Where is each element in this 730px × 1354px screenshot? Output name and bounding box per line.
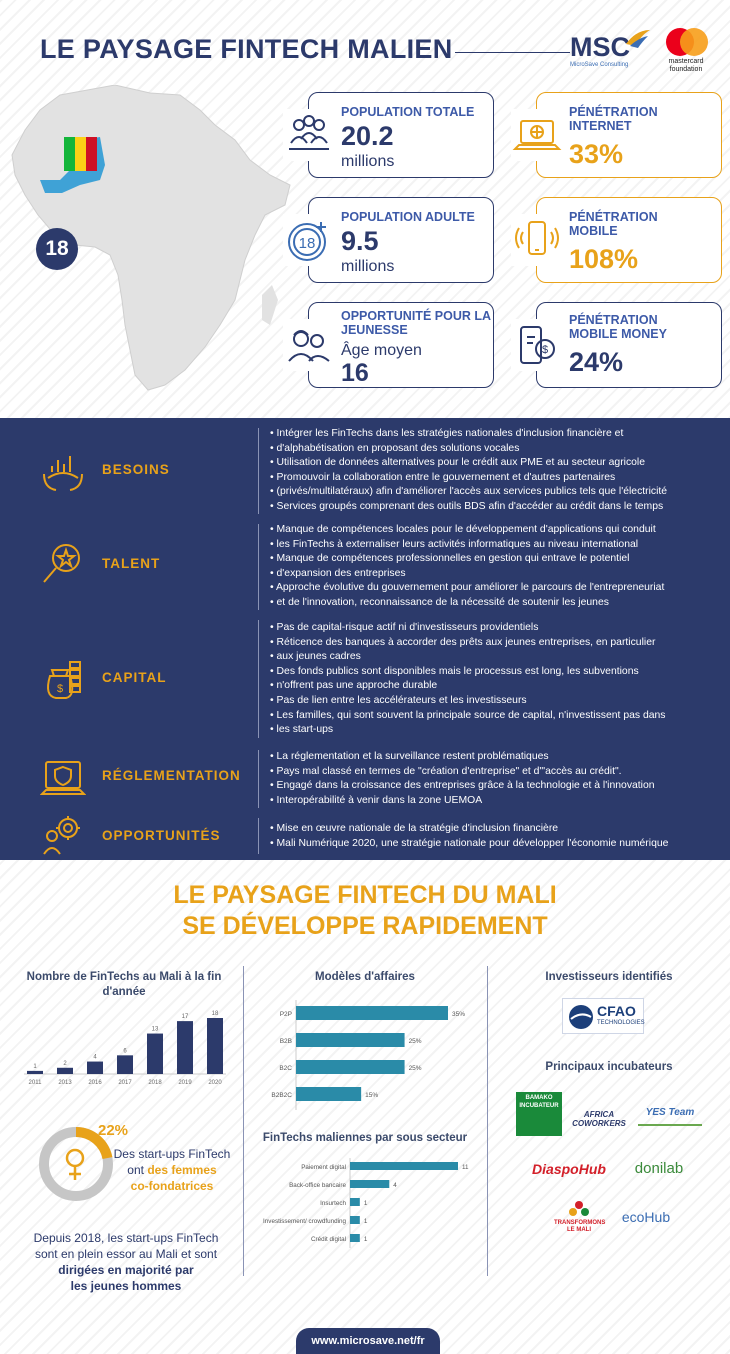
- bullet-list: [268, 427, 724, 515]
- section-title: [0, 880, 730, 942]
- bullet: • La réglementation et la surveillance restent problématiques: [268, 750, 724, 765]
- title-divider: [455, 52, 570, 53]
- bullet: • Les familles, qui sont souvent la principale source de capital, n'investissent pas dans: [268, 709, 724, 724]
- footer-url[interactable]: www.microsave.net/fr: [296, 1328, 440, 1354]
- bullet-list: [268, 621, 724, 738]
- data-label: 35%: [452, 1011, 466, 1018]
- column-divider: [243, 966, 244, 1276]
- since-line3: dirigées en majorité par: [58, 1263, 194, 1277]
- chart-sub-sector: [246, 1156, 482, 1248]
- ecohub-logo: ecoHub: [621, 1209, 671, 1225]
- investors-title: Investisseurs identifiés: [545, 971, 673, 983]
- bar: [117, 1055, 133, 1074]
- bar: [207, 1018, 223, 1074]
- stat-card-population-adulte: [298, 197, 494, 283]
- since-2018-text: [14, 1230, 238, 1294]
- median-age-badge: 18: [36, 228, 78, 270]
- bullet: • Manque de compétences locales pour le développement d'applications qui conduit: [268, 523, 724, 538]
- bar: [296, 1033, 405, 1047]
- stat-label: POPULATION TOTALE: [341, 105, 475, 119]
- row-divider: [258, 428, 259, 514]
- bullet: • Manque de compétences professionnelles en gestion qui entrave le potentiel: [268, 552, 724, 567]
- svg-text:$: $: [56, 683, 64, 695]
- donilab-logo: donilab: [634, 1160, 684, 1177]
- stat-card-penetration-mobile-money: [536, 302, 722, 388]
- data-label: 1: [363, 1236, 368, 1243]
- stat-unit: millions: [341, 153, 395, 170]
- stat-card-population-totale: [308, 92, 494, 178]
- magnifier-star-icon: [40, 540, 86, 586]
- women-text-line3: co-fondatrices: [130, 1179, 214, 1193]
- hands-chart-icon: [40, 448, 86, 494]
- bullet: • Mali Numérique 2020, une stratégie nationale pour développer l'économie numérique: [268, 837, 724, 852]
- since-line2: sont en plein essor au Mali et sont: [34, 1247, 218, 1261]
- data-label: 1: [363, 1200, 368, 1207]
- chart-business-models: [250, 998, 482, 1112]
- mastercard-circles-icon: [664, 28, 708, 56]
- chart-fintechs-per-year: [20, 1006, 230, 1090]
- bar: [177, 1021, 193, 1074]
- laptop-shield-icon: [40, 756, 86, 802]
- bullet: • Utilisation de données alternatives pour le crédit aux PME et au secteur agricole: [268, 456, 724, 471]
- data-label: 4: [93, 1054, 97, 1061]
- bullet: • Réticence des banques à accorder des prêts aux jeunes entreprises, en particulier: [268, 636, 724, 651]
- gear-person-icon: [40, 812, 86, 858]
- data-label: 1: [363, 1218, 368, 1225]
- women-text: [104, 1146, 240, 1194]
- chart-title-sub-sector: FinTechs maliennes par sous secteur: [262, 1132, 468, 1144]
- msc-logo-subtitle: MicroSave Consulting: [570, 62, 629, 68]
- page-title: LE PAYSAGE FINTECH MALIEN: [40, 34, 453, 64]
- tick-label: 2017: [118, 1080, 132, 1086]
- stat-value: 20.2: [341, 121, 394, 151]
- bullet: • Pas de lien entre les accélérateurs et les investisseurs: [268, 694, 724, 709]
- bullet-continuation: • d'alphabétisation en proposant des solutions vocales: [268, 442, 724, 457]
- women-text-highlight: des femmes: [147, 1163, 217, 1177]
- incubators-title: Principaux incubateurs: [545, 1061, 673, 1073]
- bar: [350, 1234, 360, 1242]
- row-divider: [258, 818, 259, 854]
- chart-title-fintechs-per-year: [14, 970, 234, 1000]
- female-symbol-icon: [60, 1146, 90, 1182]
- stat-value: 16: [341, 359, 369, 387]
- msc-logo-text: MSC: [570, 32, 630, 62]
- stat-label: OPPORTUNITÉ POUR LA JEUNESSE: [341, 309, 491, 337]
- bullet-continuation: • et de l'innovation, reconnaissance de la nécessité de soutenir les jeunes: [268, 596, 724, 611]
- bullet-list: [268, 523, 724, 611]
- data-label: 1: [33, 1063, 37, 1070]
- flower-icon: [568, 1200, 590, 1220]
- transformons-le-mali-logo: [554, 1200, 604, 1238]
- panel-row-label: CAPITAL: [102, 670, 167, 685]
- panel-row-label: RÉGLEMENTATION: [102, 768, 241, 783]
- women-percent: 22%: [98, 1122, 129, 1139]
- tick-label: Crédit digital: [311, 1236, 346, 1243]
- mastercard-foundation-text: mastercard foundation: [668, 58, 704, 73]
- mastercard-foundation-logo: [656, 28, 716, 78]
- svg-text:$: $: [541, 344, 549, 356]
- tick-label: Insurtech: [320, 1200, 346, 1207]
- data-label: 25%: [408, 1065, 422, 1072]
- stat-label: PÉNÉTRATION MOBILE: [569, 210, 658, 238]
- bullet: • Services groupés comprenant des outils BDS afin d'accéder au crédit dans le temps: [268, 500, 724, 515]
- cfao-text: CFAO: [597, 1003, 636, 1019]
- bamako-incubateur-logo: BAMAKO INCUBATEUR: [516, 1092, 562, 1136]
- africa-coworkers-logo: AFRICA COWORKERS: [572, 1110, 626, 1128]
- bar: [57, 1068, 73, 1074]
- panel-row-talent: [0, 522, 730, 614]
- tick-label: B2B2C: [271, 1092, 292, 1099]
- bar: [147, 1034, 163, 1074]
- since-line1: Depuis 2018, les start-ups FinTech: [33, 1231, 219, 1245]
- stat-value: 108%: [569, 244, 639, 274]
- bullet: • Mise en œuvre nationale de la stratégie d'inclusion financière: [268, 822, 724, 837]
- bullet: • Promouvoir la collaboration entre le gouvernement et d'autres partenaires: [268, 471, 724, 486]
- bullet-continuation: • n'offrent pas une approche durable: [268, 679, 724, 694]
- bullet: • Engagé dans la croissance des entreprises grâce à la technologie et à l'innovation: [268, 779, 724, 794]
- eighteen-plus-icon: [283, 214, 335, 266]
- bullet-continuation: • (privés/multilatéraux) afin d'améliorer l'accès aux services publics tels que l'électricité: [268, 485, 724, 500]
- chart-title-text: Nombre de FinTechs au Mali à la fin d'année: [26, 971, 222, 998]
- cfao-logo: [562, 998, 644, 1034]
- panel-row-capital: [0, 618, 730, 742]
- data-label: 13: [151, 1026, 159, 1033]
- ecosystem-panel: [0, 418, 730, 860]
- tick-label: P2P: [279, 1011, 292, 1018]
- tick-label: 2019: [178, 1080, 192, 1086]
- stat-card-penetration-mobile: [536, 197, 722, 283]
- young-people-icon: [283, 319, 335, 371]
- panel-row-label: TALENT: [102, 556, 161, 571]
- stat-unit: Âge moyen: [341, 342, 422, 359]
- data-label: 2: [63, 1060, 67, 1067]
- bullet-continuation: • aux jeunes cadres: [268, 650, 724, 665]
- data-label: 11: [462, 1164, 469, 1171]
- row-divider: [258, 524, 259, 610]
- tick-label: 2016: [88, 1080, 102, 1086]
- panel-row-opportunites: [0, 814, 730, 856]
- bullet: • Des fonds publics sont disponibles mais le processus est long, les subventions: [268, 665, 724, 680]
- bullet-continuation: • d'expansion des entreprises: [268, 567, 724, 582]
- bullet: • Approche évolutive du gouvernement pour améliorer le parcours de l'entrepreneuriat: [268, 581, 724, 596]
- bar: [350, 1162, 458, 1170]
- data-label: 18: [211, 1011, 219, 1017]
- stat-value: 24%: [569, 347, 624, 377]
- women-text-ont: ont: [127, 1163, 148, 1177]
- data-label: 4: [393, 1182, 397, 1189]
- panel-row-besoins: [0, 426, 730, 518]
- data-label: 25%: [408, 1038, 422, 1045]
- chart-title-business-models: Modèles d'affaires: [315, 971, 415, 983]
- smartphone-icon: [511, 214, 563, 266]
- tick-label: 2020: [208, 1080, 222, 1086]
- stat-value: 33%: [569, 139, 624, 169]
- women-text-line2: [104, 1162, 240, 1178]
- stat-value: 9.5: [341, 226, 379, 256]
- tick-label: B2C: [279, 1065, 292, 1072]
- women-text-line1: Des start-ups FinTech: [113, 1147, 231, 1161]
- bullet-continuation: • les FinTechs à externaliser leurs activités informatiques au niveau international: [268, 538, 724, 553]
- stat-card-opportunite-jeunesse: [308, 302, 494, 388]
- data-label: 17: [181, 1014, 189, 1021]
- bullet: • Pas de capital-risque actif ni d'investisseurs providentiels: [268, 621, 724, 636]
- bullet-continuation: • les start-ups: [268, 723, 724, 738]
- bullet: • Pays mal classé en termes de "création d'entreprise" et d'"accès au crédit".: [268, 765, 724, 780]
- cfao-globe-icon: [567, 1003, 595, 1031]
- bar: [350, 1198, 360, 1206]
- bullet-list: [268, 822, 724, 851]
- since-line4: les jeunes hommes: [70, 1279, 182, 1293]
- people-group-icon: [283, 109, 335, 161]
- money-bag-icon: [40, 656, 86, 702]
- svg-text:18: 18: [298, 235, 316, 252]
- stat-unit: millions: [341, 258, 395, 275]
- bar: [27, 1071, 43, 1074]
- panel-row-reglementation: [0, 748, 730, 810]
- row-divider: [258, 750, 259, 808]
- column-divider: [487, 966, 488, 1276]
- bullet-list: [268, 750, 724, 808]
- bar: [350, 1180, 389, 1188]
- stat-label: PÉNÉTRATION MOBILE MONEY: [569, 313, 667, 341]
- bar: [296, 1087, 361, 1101]
- transformons-text: TRANSFORMONS LE MALI: [554, 1220, 606, 1233]
- stat-label: POPULATION ADULTE: [341, 210, 475, 224]
- tick-label: Investissement/ crowdfunding: [263, 1218, 346, 1225]
- row-divider: [258, 620, 259, 738]
- bar: [296, 1060, 405, 1074]
- bar: [350, 1216, 360, 1224]
- panel-row-label: BESOINS: [102, 462, 170, 477]
- cfao-sub: TECHNOLOGIES: [597, 1020, 645, 1026]
- yes-team-logo: YES Team: [638, 1100, 702, 1126]
- bar: [296, 1006, 448, 1020]
- panel-row-label: OPPORTUNITÉS: [102, 828, 221, 843]
- section-title-line2: SE DÉVELOPPE RAPIDEMENT: [182, 912, 548, 940]
- tick-label: B2B: [279, 1038, 292, 1045]
- tick-label: 2013: [58, 1080, 72, 1086]
- bullet: • Interopérabilité à venir dans la zone UEMOA: [268, 794, 724, 809]
- tick-label: 2018: [148, 1080, 162, 1086]
- stat-label: PÉNÉTRATION INTERNET: [569, 105, 658, 133]
- msc-bird-icon: [624, 28, 652, 50]
- data-label: 6: [123, 1048, 127, 1055]
- tick-label: 2011: [28, 1080, 42, 1086]
- tick-label: Back-office bancaire: [289, 1182, 346, 1189]
- mobile-money-icon: [511, 319, 563, 371]
- diaspohub-logo: DiaspoHub: [532, 1161, 606, 1177]
- bar: [87, 1062, 103, 1074]
- stat-card-penetration-internet: [536, 92, 722, 178]
- laptop-globe-icon: [511, 109, 563, 161]
- data-label: 15%: [365, 1092, 379, 1099]
- tick-label: Paiement digital: [301, 1164, 346, 1171]
- section-title-line1: LE PAYSAGE FINTECH DU MALI: [173, 881, 557, 909]
- msc-logo: [570, 32, 650, 76]
- bullet: • Intégrer les FinTechs dans les stratégies nationales d'inclusion financière et: [268, 427, 724, 442]
